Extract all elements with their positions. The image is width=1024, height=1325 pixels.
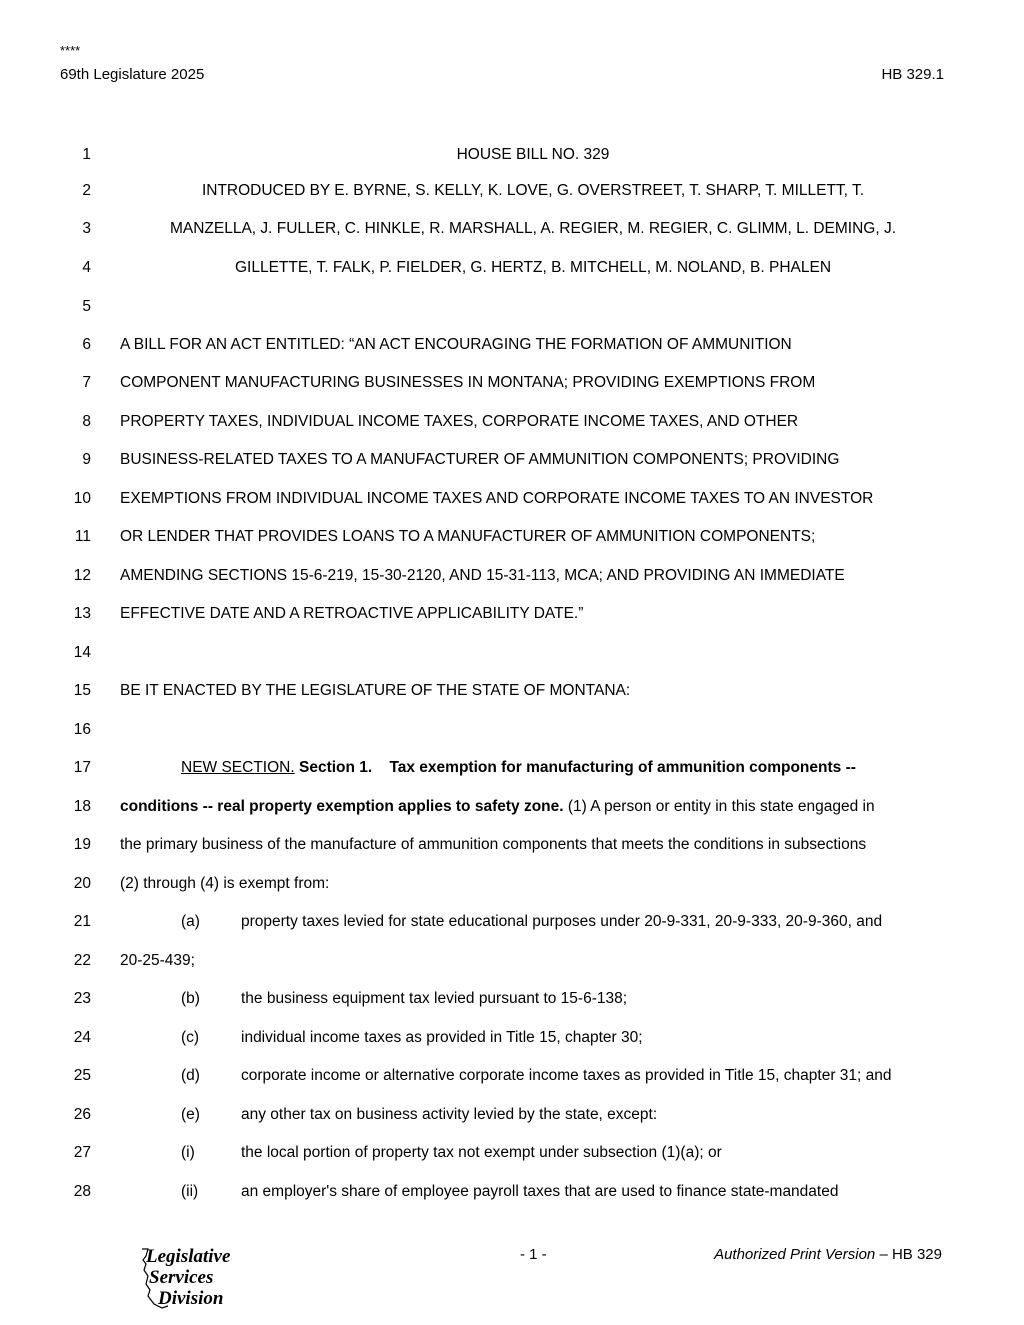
- line-text: the primary business of the manufacture of ammunition components that meets the conditions in subsections: [120, 836, 867, 853]
- line-number: 22: [73, 952, 91, 969]
- authorized-bill: – HB 329: [875, 1246, 942, 1263]
- line-3: [0, 219, 1024, 239]
- line-number: 4: [82, 259, 91, 276]
- line-number: 8: [82, 413, 91, 430]
- line-number: 17: [73, 759, 91, 776]
- line-number: 19: [73, 836, 91, 853]
- section-title-cont: conditions -- real property exemption applies to safety zone.: [120, 798, 564, 815]
- line-6: [0, 335, 1024, 355]
- line-8: [0, 412, 1024, 432]
- logo-line: Legislative: [146, 1246, 231, 1267]
- subsection-text: property taxes levied for state educational purposes under 20-9-331, 20-9-333, 20-9-360, and: [241, 913, 883, 930]
- logo-line: Services: [149, 1267, 214, 1288]
- line-number: 13: [73, 605, 91, 622]
- line-20: [0, 874, 1024, 894]
- subsection-text: an employer's share of employee payroll taxes that are used to finance state-mandated: [241, 1183, 839, 1200]
- subsection-label: (e): [181, 1106, 200, 1123]
- header-stars: ****: [60, 43, 81, 58]
- line-text: 20-25-439;: [120, 952, 195, 969]
- line-number: 15: [73, 682, 91, 699]
- subsection-label: (a): [181, 913, 200, 930]
- line-number: 21: [73, 913, 91, 930]
- line-number: 25: [73, 1067, 91, 1084]
- line-13: [0, 604, 1024, 624]
- line-18: [0, 797, 1024, 817]
- line-27: [0, 1143, 1024, 1163]
- line-15: [0, 681, 1024, 701]
- enacting-clause: BE IT ENACTED BY THE LEGISLATURE OF THE STATE OF MONTANA:: [120, 682, 631, 699]
- line-text: (2) through (4) is exempt from:: [120, 875, 330, 892]
- line-number: 11: [74, 528, 91, 545]
- line-17: [0, 758, 1024, 778]
- subsection-label: (i): [181, 1144, 195, 1161]
- line-number: 16: [73, 721, 91, 738]
- line-number: 28: [73, 1183, 91, 1200]
- line-text: OR LENDER THAT PROVIDES LOANS TO A MANUFACTURER OF AMMUNITION COMPONENTS;: [120, 528, 816, 545]
- line-number: 26: [73, 1106, 91, 1123]
- logo-text: [146, 1246, 230, 1309]
- subsection-text: corporate income or alternative corporate income taxes as provided in Title 15, chapter 31; and: [241, 1067, 892, 1084]
- line-text: BUSINESS-RELATED TAXES TO A MANUFACTURER OF AMMUNITION COMPONENTS; PROVIDING: [120, 451, 840, 468]
- subsection-label: (c): [181, 1029, 200, 1046]
- line-24: [0, 1028, 1024, 1048]
- line-12: [0, 566, 1024, 586]
- logo-line: Division: [158, 1288, 224, 1309]
- sponsors-line: MANZELLA, J. FULLER, C. HINKLE, R. MARSHALL, A. REGIER, M. REGIER, C. GLIMM, L. DEMING, J.: [169, 220, 897, 237]
- legislature-label: 69th Legislature 2025: [60, 66, 205, 83]
- page-number: - 1 -: [520, 1246, 547, 1263]
- subsection-text: individual income taxes as provided in Title 15, chapter 30;: [241, 1029, 643, 1046]
- line-9: [0, 450, 1024, 470]
- section-title: Tax exemption for manufacturing of ammunition components --: [389, 759, 856, 776]
- line-text: EXEMPTIONS FROM INDIVIDUAL INCOME TAXES AND CORPORATE INCOME TAXES TO AN INVESTOR: [120, 490, 874, 507]
- lsd-logo: [134, 1246, 244, 1312]
- subsection-label: (ii): [181, 1183, 199, 1200]
- line-19: [0, 835, 1024, 855]
- line-number: 14: [73, 644, 91, 661]
- line-7: [0, 373, 1024, 393]
- line-5: [0, 297, 1024, 317]
- line-number: 9: [82, 451, 91, 468]
- subsection-label: (d): [181, 1067, 200, 1084]
- subsection-label: (b): [181, 990, 200, 1007]
- line-23: [0, 989, 1024, 1009]
- line-21: [0, 912, 1024, 932]
- line-10: [0, 489, 1024, 509]
- bill-id: HB 329.1: [881, 66, 944, 83]
- line-text: PROPERTY TAXES, INDIVIDUAL INCOME TAXES, CORPORATE INCOME TAXES, AND OTHER: [120, 413, 799, 430]
- line-text: COMPONENT MANUFACTURING BUSINESSES IN MONTANA; PROVIDING EXEMPTIONS FROM: [120, 374, 816, 391]
- line-text: AMENDING SECTIONS 15-6-219, 15-30-2120, AND 15-31-113, MCA; AND PROVIDING AN IMMEDIATE: [120, 567, 845, 584]
- line-2: [0, 181, 1024, 201]
- line-number: 10: [73, 490, 91, 507]
- line-number: 6: [82, 336, 91, 353]
- subsection-text: the local portion of property tax not exempt under subsection (1)(a); or: [241, 1144, 722, 1161]
- line-text: [120, 797, 875, 817]
- line-11: [0, 527, 1024, 547]
- sponsors-line: GILLETTE, T. FALK, P. FIELDER, G. HERTZ, B. MITCHELL, M. NOLAND, B. PHALEN: [234, 259, 832, 276]
- bill-title: HOUSE BILL NO. 329: [456, 146, 610, 163]
- line-number: 3: [82, 220, 91, 237]
- line-number: 23: [73, 990, 91, 1007]
- line-number: 7: [82, 374, 91, 391]
- section-heading: [181, 758, 856, 778]
- line-number: 18: [73, 798, 91, 815]
- line-14: [0, 643, 1024, 663]
- authorized-label: Authorized Print Version: [714, 1246, 876, 1263]
- line-1: [0, 145, 1024, 165]
- sponsors-line: INTRODUCED BY E. BYRNE, S. KELLY, K. LOVE, G. OVERSTREET, T. SHARP, T. MILLETT, T.: [201, 182, 865, 199]
- line-number: 24: [73, 1029, 91, 1046]
- line-28: [0, 1182, 1024, 1202]
- line-number: 27: [73, 1144, 91, 1161]
- line-number: 12: [73, 567, 91, 584]
- authorized-print-version: [714, 1246, 942, 1264]
- section-text: (1) A person or entity in this state engaged in: [563, 798, 875, 815]
- line-number: 20: [73, 875, 91, 892]
- section-number: Section 1.: [298, 759, 373, 776]
- subsection-text: the business equipment tax levied pursuant to 15-6-138;: [241, 990, 628, 1007]
- line-16: [0, 720, 1024, 740]
- line-4: [0, 258, 1024, 278]
- line-number: 1: [82, 146, 91, 163]
- line-number: 2: [82, 182, 91, 199]
- line-22: [0, 951, 1024, 971]
- new-section-label: NEW SECTION.: [181, 759, 295, 776]
- line-26: [0, 1105, 1024, 1125]
- line-number: 5: [82, 298, 91, 315]
- subsection-text: any other tax on business activity levied by the state, except:: [241, 1106, 658, 1123]
- line-text: EFFECTIVE DATE AND A RETROACTIVE APPLICABILITY DATE.”: [120, 605, 584, 622]
- line-text: A BILL FOR AN ACT ENTITLED: “AN ACT ENCOURAGING THE FORMATION OF AMMUNITION: [120, 336, 792, 353]
- line-25: [0, 1066, 1024, 1086]
